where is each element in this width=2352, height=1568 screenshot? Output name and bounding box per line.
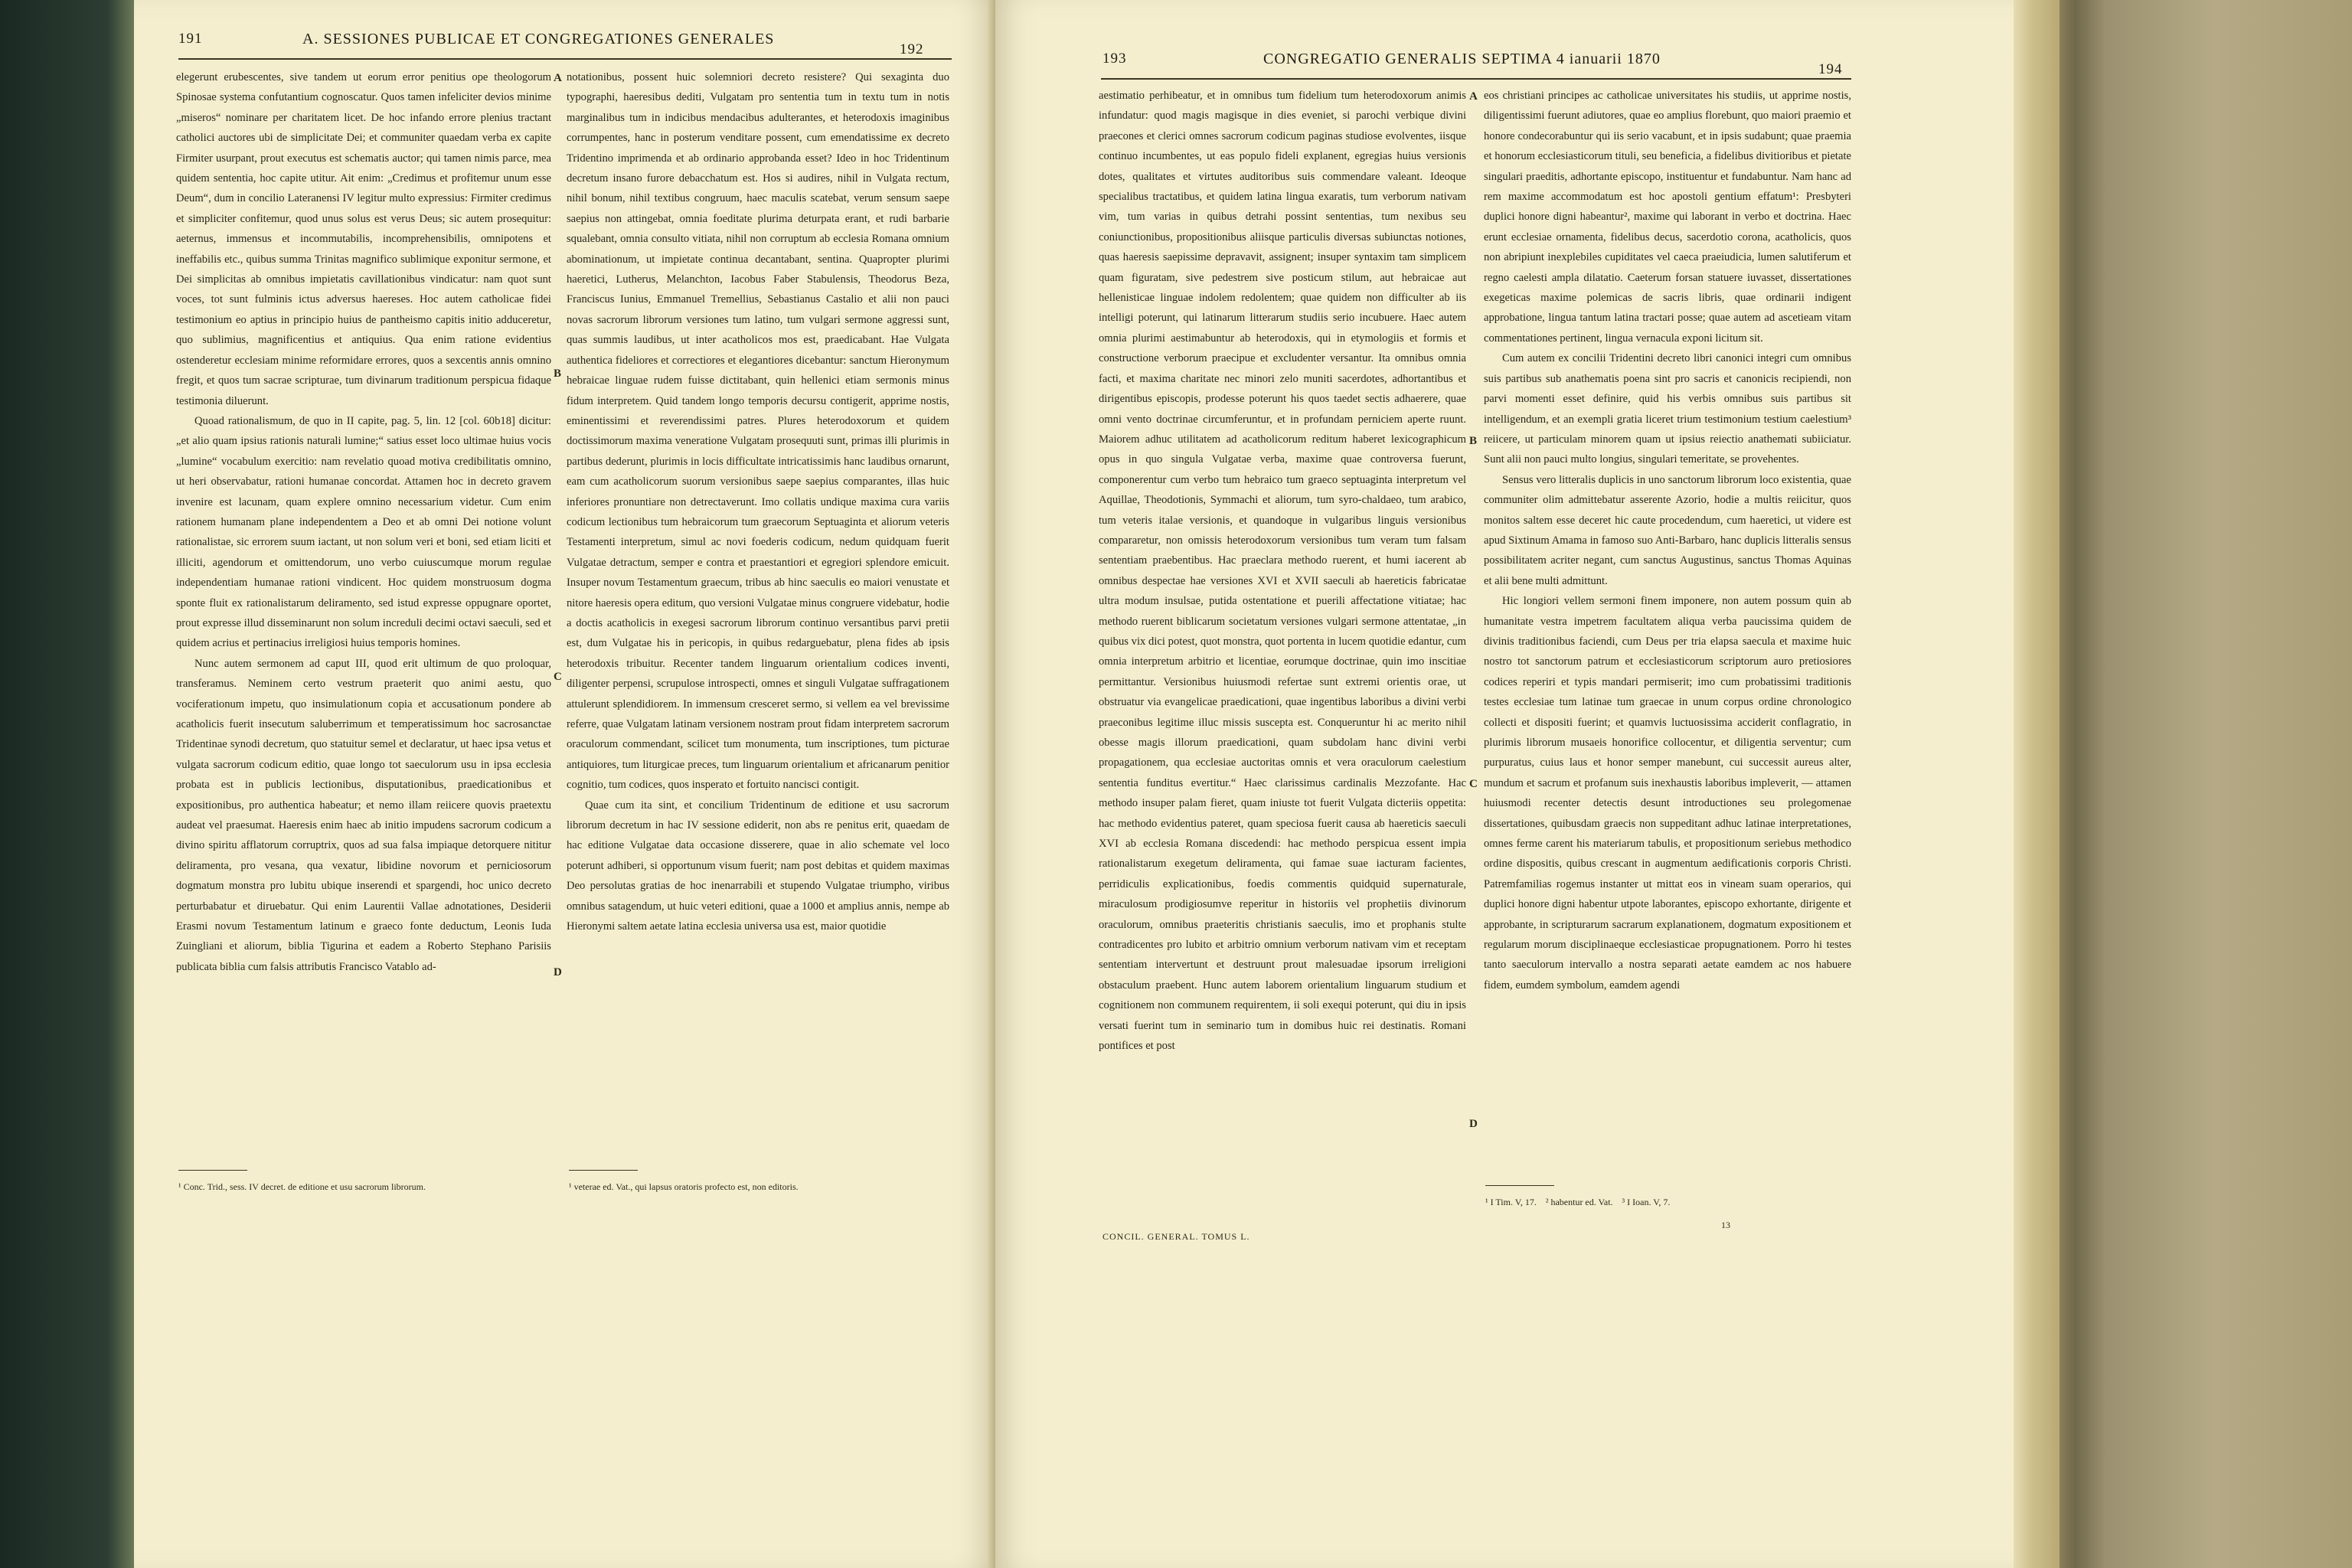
signature-mark: CONCIL. GENERAL. TOMUS L.: [1102, 1231, 1250, 1242]
paragraph: Cum autem ex concilii Tridentini decreto libri canonici integri cum omnibus suis partibus sub anathematis poena sint pro sacris et canonicis recipiendi, non parvi momenti esset definire, quid his verbis omnibus suis partibus sit intelligendum, et an exempli gratia liceret trium testimonium testium caelestium³ reiicere, ut particulam minorem quam ut ipsius reiectio anathemati subiiciatur. Sunt alii non pauci multo longius, singulari temeritate, se provehentes.: [1484, 352, 1851, 466]
right-header-rule: [1101, 78, 1851, 80]
right-column-2: [1484, 86, 1851, 1181]
margin-letter-c: C: [554, 671, 562, 683]
margin-letter-a: A: [554, 72, 562, 84]
right-running-title: CONGREGATIO GENERALIS SEPTIMA 4 ianuarii 1870: [1263, 51, 1661, 67]
book-binding: [2060, 0, 2352, 1568]
margin-letter-d: D: [1469, 1118, 1478, 1130]
margin-letter-b: B: [554, 368, 562, 380]
margin-letter-c: C: [1469, 778, 1478, 790]
footnote: ¹ I Tim. V, 17. ² habentur ed. Vat. ³ I Ioan. V, 7.: [1485, 1197, 1671, 1207]
paragraph: aestimatio perhibeatur, et in omnibus tum fidelium tum heterodoxorum animis infundatur: quod magis magisque in dies eveniet, si parochi verbique divini praecones et clerici omnes sacrorum codicum paginas studiose evolventes, iisque continuo incumbentes, ut eas populo fideli explanent, egregias huius versionis dotes, qualitates et virtutes auditoribus suis commendare valeant. Ideoque specialibus tractatibus, et quidem latina lingua exaratis, tum verborum nativam vim, tum varias in quibus detrahi possint sententias, tum nexibus seu coniunctionibus, propositionibus aliisque particulis diversas subiunctas notiones, quas haeresis saepissime depravavit, assignent; insuper syntaxim tam simplicem quam figuratam, sive pedestrem sive posticum stilum, aut hebraicae aut hellenisticae linguae indolem redolentem; quae quidem non difficulter ab iis intelligi poterunt, qui latinarum litterarum studiis serio incubuere. Haec autem omnia plurimi aestimabuntur ab heterodoxis, qui in etymologiis et formis et constructione verborum praecipue et excludenter versantur. Ita omnibus omnia facti, et maxima charitate nec minori zelo muniti sacerdotes, adhortantibus et dirigentibus episcopis, prodesse poterunt his quos taedet sectis adhaerere, quae omni vento doctrinae circumferuntur, et in profundam perniciem aperte ruunt. Maiorem adhuc utilitatem ad acatholicorum reditum haberet lexicographicum opus in quo singula Vulgatae verba, maxime quae controversa fuerunt, componerentur cum verbo tum hebraico tum graeco septuaginta interpretum vel Aquillae, Theodotionis, Symmachi et aliorum, tum syro-chaldaeo, tum arabico, tum veteris italae versionis, et quandoque in vulgaribus linguis versionibus compararetur, non omissis heterodoxorum versionibus tum veram tum falsam sententiam praebentibus. Hac praeclara methodo ruerent, et humi iacerent ab omnibus despectae hae versiones XVI et XVII saeculi ab haereticis fabricatae ultra modum insulsae, putida ostentatione et puerili affectatione vitiatae; hac methodo ruerent biblicarum societatum versiones vulgari sermone attentatae, „in quibus vix dici potest, quot monstra, quot portenta in lucem quotidie edantur, cum omnia interpretum arbitrio et licentiae, eorumque doctrinae, quin imo inscitiae permittantur. Versionibus huiusmodi refertae sunt extremi orientis orae, ut obstruatur via evangelicae praedicationi, quae ingentibus laboribus a divini verbi praeconibus legitime illuc missis suscepta est. Conqueruntur hi ac merito nihil obesse magis illorum praedicationi, quam subdolam hanc divini verbi propagationem, qua ecclesiae auctoritas omnis et vera oraculorum caelestium sententia funditus evertitur.“ Haec clarissimus cardinalis Mezzofante. Hac methodo insuper palam fieret, quam iniuste tot fuerit Vulgata dicteriis oppetita: hac methodo evidentius pateret, quam speciosa fuerit causa ab haereticis saeculi XVI ab ecclesia Romana discedendi: hac methodo perspicua essent impia rationalistarum exegetum deliramenta, qui famae suae iacturam facientes, perridiculis explicationibus, foedis commentis quidquid supernaturale, miraculosum prodigiosumve reperitur in historiis vel prophetiis divinorum oraculorum, omnibus praeteritis christianis saeculis, imo et prophanis stulte contradicentes pro lubito et arbitrio omnium verborum nativam vim et receptam sententiam intervertunt et destruunt prout malesuadae ipsorum irreligioni obstaculum praebent. Hunc autem laborem orientalium linguarum studium et cognitionem non communem requirentem, ii soli exequi poterunt, qui diu in ipsis versati fuerint tum in seminario tum in domibus huic rei destinatis. Romani pontifices et post: [1099, 90, 1466, 1053]
footnote-rule: [569, 1170, 638, 1171]
left-page: [134, 0, 993, 1568]
paragraph: Quae cum ita sint, et concilium Tridentinum de editione et usu sacrorum librorum decretum in hac IV sessione ediderit, non abs re penitus erit, quaedam de hac editione Vulgatae data occasione disserere, quae in alio schemate vel loco poterunt adhiberi, si opportunum visum fuerit; nam post debitas et quidem maximas Deo persolutas gratias de hoc inenarrabili et stupendo Vulgatae triumpho, viribus omnibus satagendum, ut huic veteri editioni, quae a 1000 et amplius annis, nempe ab Hieronymi saltem aetate latina ecclesia universa usa est, maior quotidie: [567, 799, 949, 933]
margin-letter-d: D: [554, 966, 562, 978]
paragraph: elegerunt erubescentes, sive tandem ut eorum error penitius ope theologorum Spinosae systema confutantium cognoscatur. Quos tamen infeliciter devios minime „miseros“ nominare per charitatem licet. De hoc infando errore plenius tractant catholici auctores ubi de simplicitate Dei; et communiter quaedam verba ex capite Firmiter usurpant, prout executus est schematis auctor; qui tamen nimis parce, mea quidem sententia, hoc capite utitur. Ait enim: „Credimus et profitemur unum esse Deum“, dum in concilio Lateranensi IV legitur multo expressius: Firmiter credimus et simpliciter confitemur, quod unus solus est verus Deus; sic autem prosequitur: aeternus, immensus et incommutabilis, incomprehensibilis, omnipotens et ineffabilis etc., quibus summa Trinitas magnifico sublimique exponitur sermone, et Dei simplicitas ab omnibus impietatis cavillationibus vindicatur: nam quot sunt voces, tot sunt fulminis ictus adversus haereses. Hoc autem catholicae fidei testimonium eo aptius in principio huius de pantheismo capitis initio adduceretur, quo sublimius, magnificentius et antiquius. Qua enim ratione evidentius ostenderetur ecclesiam minime reformidare errores, quos a sexcentis annis omnino fregit, et quos tum sacrae scripturae, tum divinarum traditionum perspicua fidaque testimonia diluerunt.: [176, 71, 551, 407]
paragraph: Sensus vero litteralis duplicis in uno sanctorum librorum loco existentia, quae communiter olim admittebatur asserente Azorio, hodie a multis reiicitur, quos monitos saltem esse deceret hic caute procedendum, cum haeretici, ut videre est apud Sixtinum Amama in famoso suo Anti-Barbaro, hanc duplicis litteralis sensus possibilitatem acriter negant, cum sanctus Augustinus, sanctus Thomas Aquinas et alii bene multi admittunt.: [1484, 473, 1851, 587]
left-column-2: [567, 67, 949, 1161]
margin-letter-b: B: [1469, 435, 1478, 447]
left-running-title: A. SESSIONES PUBLICAE ET CONGREGATIONES GENERALES: [302, 31, 775, 47]
margin-letter-a: A: [1469, 90, 1478, 103]
page-number-192: 192: [900, 41, 924, 57]
paragraph: Quoad rationalismum, de quo in II capite, pag. 5, lin. 12 [col. 60b18] dicitur: „et alio quam ipsius rationis naturali lumine;“ satius esset loco ultimae huius vocis „lumine“ vocabulum exercitio: nam revelatio quoad motiva credibilitatis omnino, ut heri observabatur, rationi humanae concordat. Attamen hoc in decreto gravem invenire est lacunam, quam explere omnino necessarium videtur. Cum enim rationem humanam plane independentem a Deo et ab omni Dei notione volunt rationalistae, sic errorem suum iactant, ut non solum veri et boni, sed etiam liciti et illiciti, agendorum et omittendorum, uno verbo cuiuscumque morum regulae independentiam humanae rationi vindicent. Hoc quidem monstruosum dogma sponte fluit ex rationalistarum deliramento, sed istud expresse oppugnare oportet, prout expresse illud disseminarunt non solum increduli decimi octavi saeculi, sed et quidem acrius et pertinacius irreligiosi huius temporis homines.: [176, 414, 551, 650]
footnote: ¹ Conc. Trid., sess. IV decret. de editione et usu sacrorum librorum.: [178, 1181, 426, 1192]
left-shadow: [0, 0, 134, 1568]
paragraph: Hic longiori vellem sermoni finem imponere, non autem possum quin ab humanitate vestra impetrem facultatem aliqua verba paucissima quidem de divinis traditionibus faciendi, cum Deus per tria elapsa saecula et maxime huic nostro tot sanctorum patrum et ecclesiasticorum scriptorum auro pretiosiores codices reperiri et typis mandari permiserit; imo cum probatissimi traditionis testes ecclesiae tum latinae tum graecae in unum corpus ordine chronologico collecti et dispositi fuerint; et quamvis luctuosissima acciderit conflagratio, in plurimis librorum musaeis honorifice collocentur, et diligentia serventur; cum purpuratus, cuius laus et honor semper manebunt, cui successit aureus alter, mundum et sacrum et profanum suis inexhaustis laboribus impleverit, — attamen huiusmodi recenter detectis desunt introductiones seu prolegomenae dissertationes, quibusdam graecis non suppeditant adhuc latinae interpretationes, omnes ferme carent his materiarum tabulis, et propositionum seriebus methodico ordine dispositis, quibus crescant in augmentum aedificationis corporis Christi. Patremfamilias rogemus instanter ut mittat eos in vineam suam operarios, qui duplici honore digni habentur utpote laborantes, episcopo exhortante, dirigente et approbante, in scripturarum sacrarum explanationem, dogmatum expositionem et regularum morum disciplinaeque ecclesiasticae propugnationem. Porro hi testes tanto saeculorum intervallo a nostra separati aetate eamdem ac nos habuere fidem, eumdem symbolum, eamdem agendi: [1484, 595, 1851, 991]
paragraph: Nunc autem sermonem ad caput III, quod erit ultimum de quo proloquar, transferamus. Neminem certo vestrum praeterit quo animi aestu, quo vociferationum impetu, quo insimulationum copia et accusationum pondere ab acatholicis fuerit insecutum saluberrimum et temperatissimum hoc sacrosanctae Tridentinae synodi decretum, quo statuitur semel et declaratur, ut haec ipsa vetus et vulgata sacrorum codicum editio, quae longo tot saeculorum usu in ipsa ecclesia probata est in publicis lectionibus, disputationibus, praedicationibus et expositionibus, pro authentica habeatur; et nemo illam reiicere quovis praetextu audeat vel praesumat. Haeresis enim haec ab initio impudens sacrorum codicum a divino spiritu afflatorum corruptrix, quos ad sua falsa impiaque detorquere nititur deliramenta, pro vesana, qua vexatur, libidine novorum et perniciosorum dogmatum monstra pro lubitu ubique inserendi et spargendi, hoc unico decreto perturbabatur et diruebatur. Qui enim Laurentii Vallae adnotationes, Desiderii Erasmi novum Testamentum latinum e graeco fonte deductum, Leonis Iuda Zuingliani et aliorum, biblia Tigurina et eadem a Roberto Stephano Parisiis publicata biblia cum falsis attributis Francisco Vatablo ad-: [176, 657, 551, 973]
right-page: [995, 0, 2014, 1568]
footnote-rule: [1485, 1185, 1554, 1186]
left-header-rule: [178, 58, 952, 60]
signature-number: 13: [1721, 1220, 1730, 1230]
page-number-193: 193: [1102, 51, 1127, 67]
right-column-1: [1099, 86, 1466, 1181]
paragraph: notationibus, possent huic solemniori decreto resistere? Qui sexaginta duo typographi, haeresibus dediti, Vulgatam pro sententia tum in textu tum in notis marginalibus tum in indicibus mendacibus adulterantes, et heterodoxis imaginibus corrumpentes, hanc in posterum venditare possent, cum emendatissime ex decreto Tridentino imprimenda et ab ordinario approbanda esset? Ideo in hoc Tridentinum decretum insano furore debacchatum est. Hos si audires, nihil in Vulgata rectum, nihil bonum, nihil textibus congruum, haec maculis scatebat, verum sensum saepe saepius non attingebat, omnia foeditate plurima deturpata erant, et rudi barbarie squalebant, omnia consulto vitiata, nihil non corruptum ab ecclesia Romana omnium abominationum, ut impietate continua decantabant, sentina. Quapropter plurimi haeretici, Lutherus, Melanchton, Iacobus Faber Stabulensis, Theodorus Beza, Franciscus Iunius, Emmanuel Tremellius, Sebastianus Castalio et alii non pauci novas sacrorum librorum versiones tum latino, tum vulgari sermone aggressi sunt, quas summis laudibus, ut inter acatholicos mos est, praedicabant. Hae Vulgata authentica fideliores et correctiores et elegantiores dicebantur: sanctum Hieronymum hebraicae linguae rudem fuisse dictitabant, quin hellenici etiam sermonis minus fidum interpretem. Quid tandem longo temporis decursu contigerit, apprime nostis, eminentissimi et reverendissimi patres. Plures heterodoxorum et quidem doctissimorum maxima veneratione Vulgatam prosequuti sunt, primas illi plurimis in partibus dederunt, plurimis in locis difficultate intricatissimis hanc laudibus ornarunt, eam cum acatholicorum suorum versionibus saepe saepius comparantes, illas huic inferiores pronuntiare non detrectaverunt. Imo collatis undique maxima cura variis codicum lectionibus tum hebraicorum tum graecorum Septuaginta et aliorum veteris Testamenti interpretum, simul ac novi foederis codicum, nedum quidquam fuerit Vulgatae detractum, semper e contra et praestantiori et egregiori splendore emicuit. Insuper novum Testamentum graecum, tribus ab hinc saeculis eo maiori venustate et nitore haeresis opera editum, quo versioni Vulgatae minus congruere videbatur, hodie a doctis acatholicis in exegesi sacrorum librorum continuo versantibus parvi pretii est, dum Vulgatae his in pericopis, in quibus redarguebatur, plena fides ab ipsis heterodoxis tribuitur. Recenter tandem linguarum orientalium codices inventi, diligenter perpensi, scrupulose introspecti, omnes et singuli Vulgatae suffragationem attulerunt splendidiorem. In immensum cresceret sermo, si vellem ea vel brevissime referre, quae Vulgatam latinam versionem nostram prout fidam interpretem sacrorum oraculorum commendant, scilicet tum monumenta, tum inscriptiones, tum picturae antiquiores, tum liturgicae preces, tum linguarum orientalium et africanarum penitior cognitio, tum codices, quos insperato et fortuito nancisci contigit.: [567, 71, 949, 792]
footnote-rule: [178, 1170, 247, 1171]
page-number-191: 191: [178, 31, 203, 47]
page-number-194: 194: [1818, 61, 1843, 77]
left-column-1: [176, 67, 551, 1161]
footnote: ¹ veterae ed. Vat., qui lapsus oratoris profecto est, non editoris.: [569, 1181, 799, 1192]
page-edge: [2014, 0, 2060, 1568]
paragraph: eos christiani principes ac catholicae universitates his studiis, ut apprime nostis, diligentissimi fuerunt adiutores, quae eo amplius florebunt, quo maiori praemio et honore condecorabuntur qui iis serio vacabunt, et in ipsis sudabunt; quae praemia et honorum ecclesiasticorum tituli, seu beneficia, a fidelibus divitioribus et pietate singulari praeditis, adhortante episcopo, instituentur et fundabuntur. Nam hanc ad rem maxime accommodatum est hoc apostoli gentium effatum¹: Presbyteri duplici honore digni habeantur², maxime qui laborant in verbo et doctrina. Haec erunt ecclesiae ornamenta, fidelibus decus, sacerdotio corona, acatholicis, quos non abripiunt inexplebiles cupiditates vel caeca praeiudicia, lumen salutiferum et regno caelesti ampla dilatatio. Caeterum forsan statuere iuvasset, dissertationes exegeticas maxime polemicas de sacris libris, quae ordinarii indigent approbatione, lingua tantum latina tractari posse; quae autem ad ascetieam vitam commentationes pertinent, lingua vernacula exponi licitum sit.: [1484, 90, 1851, 345]
